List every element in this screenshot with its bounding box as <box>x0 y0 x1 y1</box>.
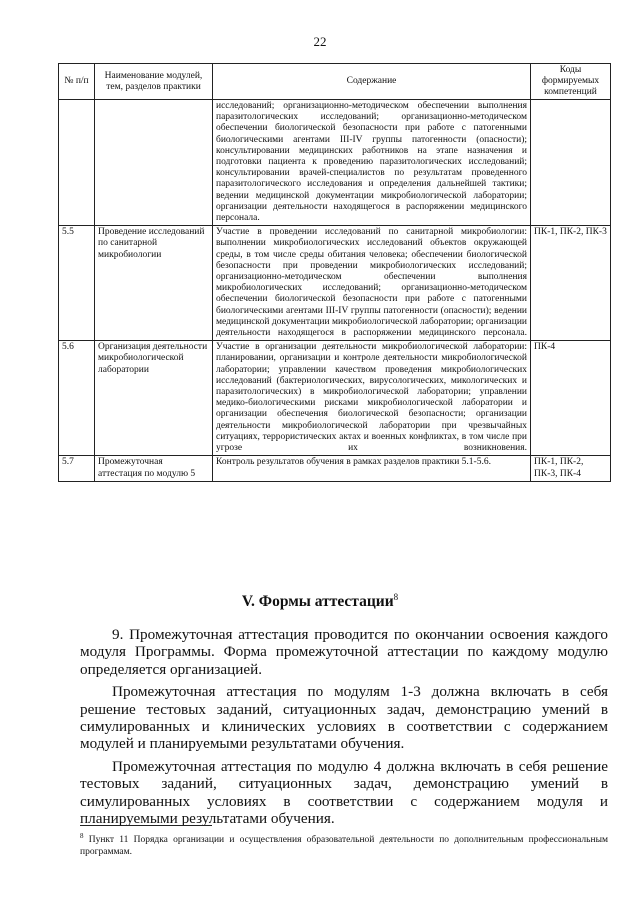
row-name: Организация деятельности микробиологической лаборатории <box>95 341 213 456</box>
footnote-divider <box>80 825 212 826</box>
row-codes: ПК-4 <box>531 341 611 456</box>
row-num: 5.6 <box>59 341 95 456</box>
body-text <box>80 626 608 832</box>
row-name: Проведение исследований по санитарной микробиологии <box>95 226 213 341</box>
section-title-text: V. Формы аттестации <box>241 593 394 611</box>
table-row <box>59 226 611 341</box>
footnote-mark: 8 <box>80 832 84 840</box>
row-name <box>95 100 213 226</box>
header-content: Содержание <box>213 64 531 100</box>
section-title <box>0 592 640 611</box>
header-name: Наименование модулей, тем, разделов практики <box>95 64 213 100</box>
paragraph: Промежуточная аттестация по модулю 4 должна включать в себя решение тестовых заданий, ситуационных задач, демонстрацию умений в симулированных условиях в соответствии с содержанием модуля и планируемыми результатами обучения. <box>80 757 608 828</box>
paragraph: 9. Промежуточная аттестация проводится по окончании освоения каждого модуля Программы. Форма промежуточной аттестации по каждому модулю определяется организацией. <box>80 626 608 678</box>
row-num: 5.7 <box>59 456 95 481</box>
page-number: 22 <box>313 34 327 49</box>
row-name: Промежуточная аттестация по модулю 5 <box>95 456 213 481</box>
table-row <box>59 341 611 456</box>
row-content: Участие в проведении исследований по санитарной микробиологии: выполнении микробиологических исследований объектов окружающей среды, в том числе среды обитания человека; обеспечении биологической безопасности при проведении микробиологических исследований; организационно-методическом обеспечении выполнения микробиологических исследований; организационно-методическом обеспечении биологической безопасности при работе с патогенными биологическими агентами III-IV группы патогенности (опасности); ведении медицинской документации микробиологической лаборатории; организации деятельности находящегося в распоряжении медицинского персонала. <box>213 226 531 341</box>
table-row <box>59 100 611 226</box>
row-codes: ПК-1, ПК-2, ПК-3 <box>531 226 611 341</box>
row-content: Контроль результатов обучения в рамках разделов практики 5.1-5.6. <box>213 456 531 481</box>
footnote-text: Пункт 11 Порядка организации и осуществления образовательной деятельности по дополнительным профессиональным программам. <box>80 835 608 858</box>
row-content: исследований; организационно-методическом обеспечении выполнения паразитологических исследований; организационно-методическом обеспечении биологической безопасности при работе с патогенными биологическими агентами III-IV группы патогенности (опасности); консультировании медицинских работников на этапе назначения и подготовки пациента к проведению паразитологических исследований; консультировании врачей-специалистов по результатам проведенного паразитологического исследования и определения дальнейшей тактики; ведении медицинской документации микробиологической лаборатории; организации деятельности находящегося в распоряжении медицинского персонала. <box>213 100 531 226</box>
row-codes: ПК-1, ПК-2, ПК-3, ПК-4 <box>531 456 611 481</box>
paragraph: Промежуточная аттестация по модулям 1-3 должна включать в себя решение тестовых заданий, ситуационных задач, демонстрацию умений в симулированных и клинических условиях в соответствии с содержанием модулей и планируемыми результатами обучения. <box>80 683 608 753</box>
table-header-row <box>59 64 611 100</box>
footnote <box>80 830 608 858</box>
table-row <box>59 456 611 481</box>
row-num <box>59 100 95 226</box>
footnote-reference: 8 <box>393 592 399 602</box>
header-codes: Коды формируемых компетенций <box>531 64 611 100</box>
module-content-table <box>58 63 611 482</box>
row-content: Участие в организации деятельности микробиологической лаборатории: планировании, организации и контроле деятельности микробиологической лаборатории; управлении качеством проведения микробиологических исследований (бактериологических, вирусологических, микологических и паразитологических) в микробиологической лаборатории; управлении медико-биологическими рисками микробиологической лаборатории и организации обеспечения биологической безопасности; организации деятельности микробиологической лаборатории при чрезвычайных ситуациях, террористических актах и военных конфликтах, в том числе при угрозе их возникновения. <box>213 341 531 456</box>
header-num: № п/п <box>59 64 95 100</box>
row-codes <box>531 100 611 226</box>
row-num: 5.5 <box>59 226 95 341</box>
